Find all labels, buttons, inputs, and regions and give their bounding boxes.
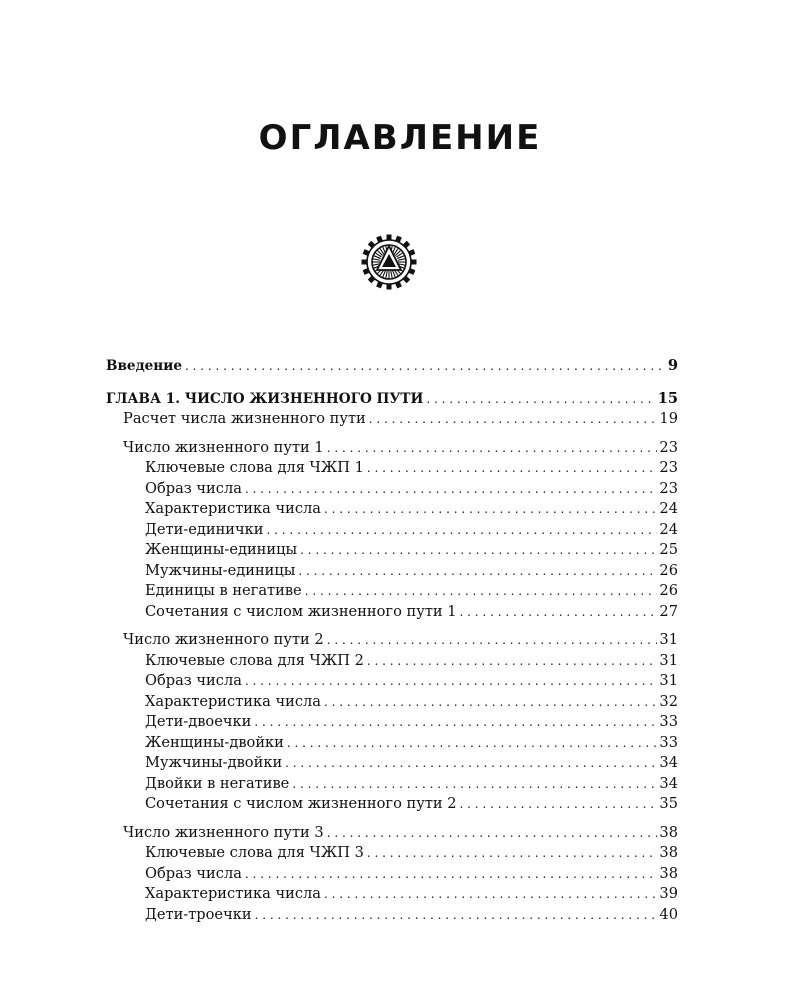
sun-emblem-icon [359,232,419,292]
toc-entry[interactable]: Дети-единички . . . 24 [106,520,678,541]
toc-entry[interactable]: Дети-двоечки . . . 33 [106,712,678,733]
toc-entry[interactable]: Дети-троечки . . . 40 [106,905,678,926]
toc-entry[interactable]: Мужчины-двойки . . . 34 [106,753,678,774]
toc-entry[interactable]: Двойки в негативе . . . 34 [106,774,678,795]
toc-entry[interactable]: Расчет числа жизненного пути . . . 19 [106,409,678,430]
toc-entry-chapter-1[interactable]: ГЛАВА 1. ЧИСЛО ЖИЗНЕННОГО ПУТИ . . . 15 [106,389,678,410]
toc-entry[interactable]: Характеристика числа . . . 32 [106,692,678,713]
toc-entry[interactable]: Ключевые слова для ЧЖП 2 . . . 31 [106,651,678,672]
toc-entry[interactable]: Образ числа . . . 38 [106,864,678,885]
toc-entry[interactable]: Характеристика числа . . . 39 [106,884,678,905]
toc-entry[interactable]: Ключевые слова для ЧЖП 3 . . . 38 [106,843,678,864]
toc-entry[interactable]: Число жизненного пути 1 . . . 23 [106,438,678,459]
toc-entry[interactable]: Единицы в негативе . . . 26 [106,581,678,602]
toc-entry[interactable]: Образ числа . . . 23 [106,479,678,500]
toc-entry[interactable]: Число жизненного пути 3 . . . 38 [106,823,678,844]
toc-entry[interactable]: Характеристика числа . . . 24 [106,499,678,520]
toc-entry-intro[interactable]: Введение . . . 9 [106,356,678,377]
toc-entry[interactable]: Образ числа . . . 31 [106,671,678,692]
page-title: ОГЛАВЛЕНИЕ [258,118,542,158]
toc-entry[interactable]: Сочетания с числом жизненного пути 1 . . . 27 [106,602,678,623]
toc-entry[interactable]: Сочетания с числом жизненного пути 2 . . . 35 [106,794,678,815]
toc-entry[interactable]: Число жизненного пути 2 . . . 31 [106,630,678,651]
toc-entry[interactable]: Женщины-двойки . . . 33 [106,733,678,754]
toc-entry[interactable]: Ключевые слова для ЧЖП 1 . . . 23 [106,458,678,479]
toc-entry[interactable]: Мужчины-единицы . . . 26 [106,561,678,582]
table-of-contents [106,356,678,925]
toc-entry[interactable]: Женщины-единицы . . . 25 [106,540,678,561]
